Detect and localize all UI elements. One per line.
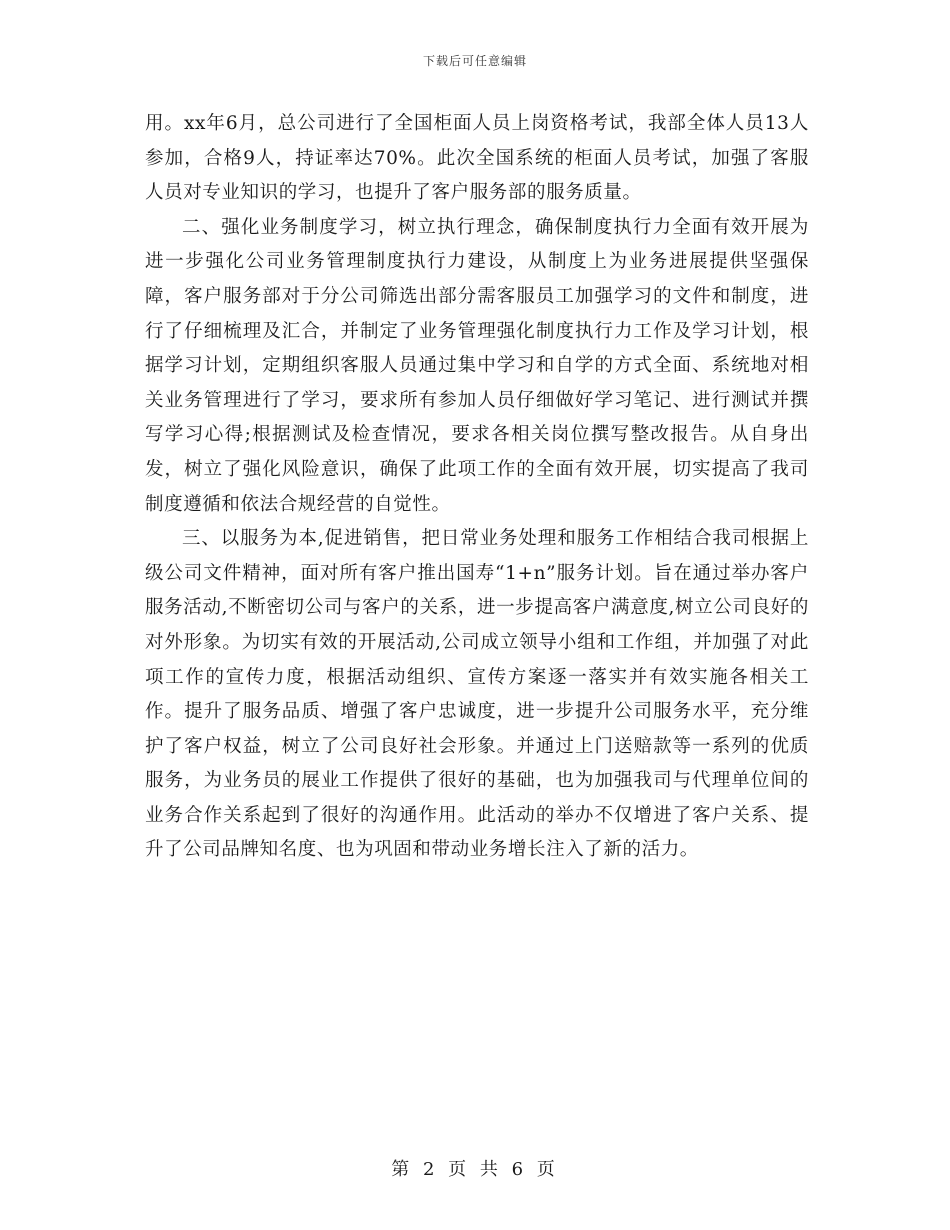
header-note: 下载后可任意编辑: [422, 54, 527, 68]
page-number: 第 2 页 共 6 页: [391, 1159, 559, 1180]
paragraph-section-two: 二、强化业务制度学习，树立执行理念，确保制度执行力全面有效开展为进一步强化公司业务管理制度执行力建设，从制度上为业务进展提供坚强保障，客户服务部对于分公司筛选出部分需客服员工加强学习的文件和制度，进行了仔细梳理及汇合，并制定了业务管理强化制度执行力工作及学习计划，根据学习计划，定期组织客服人员通过集中学习和自学的方式全面、系统地对相关业务管理进行了学习，要求所有参加人员仔细做好学习笔记、进行测试并撰写学习心得;根据测试及检查情况，要求各相关岗位撰写整改报告。从自身出发，树立了强化风险意识，确保了此项工作的全面有效开展，切实提高了我司制度遵循和依法合规经营的自觉性。: [145, 216, 809, 515]
document-body: [145, 107, 809, 868]
paragraph-section-three: 三、以服务为本,促进销售，把日常业务处理和服务工作相结合我司根据上级公司文件精神，面对所有客户推出国寿“1+n”服务计划。旨在通过举办客户服务活动,不断密切公司与客户的关系，进一步提高客户满意度,树立公司良好的对外形象。为切实有效的开展活动,公司成立领导小组和工作组，并加强了对此项工作的宣传力度，根据活动组织、宣传方案逐一落实并有效实施各相关工作。提升了服务品质、增强了客户忠诚度，进一步提升公司服务水平，充分维护了客户权益，树立了公司良好社会形象。并通过上门送赔款等一系列的优质服务，为业务员的展业工作提供了很好的基础，也为加强我司与代理单位间的业务合作关系起到了很好的沟通作用。此活动的举办不仅增进了客户关系、提升了公司品牌知名度、也为巩固和带动业务增长注入了新的活力。: [145, 528, 809, 861]
paragraph-continued: 用。xx年6月，总公司进行了全国柜面人员上岗资格考试，我部全体人员13人参加，合格9人，持证率达70%。此次全国系统的柜面人员考试，加强了客服人员对专业知识的学习，也提升了客户服务部的服务质量。: [145, 113, 809, 204]
